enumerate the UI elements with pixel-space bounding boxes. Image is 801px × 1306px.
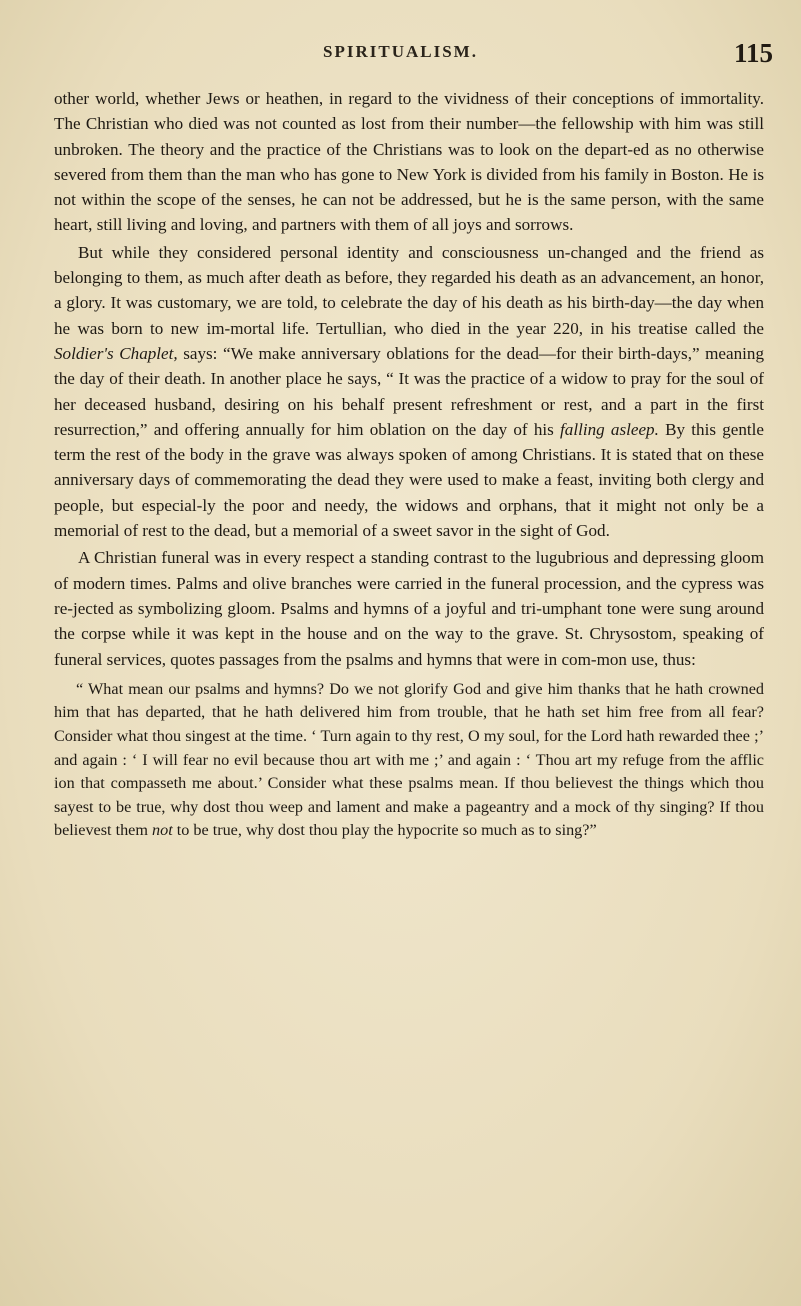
emphasis-not: not [152,821,173,840]
paragraph-2 [54,240,764,544]
quotation-text: “ What mean our psalms and hymns? Do we not glorify God and give him thanks that he hath crowned him that has departed, that he hath delivered him from trouble, that he hath set him free from all fear? Consider what thou singest at the time. ‘ Turn again to thy rest, O my soul, for the Lord hath rewarded thee ;’ and again : ‘ I will fear no evil because thou art with me ;’ and again : ‘ Thou art my refuge from the afflic ion that compasseth me about.’ Consider what these psalms mean. If thou believest the things which thou sayest to be true, why dost thou weep and lament and make a pageantry and a mock of thy singing? If thou believest them [54,679,764,840]
body-text [54,86,764,843]
paragraph-2-text: But while they considered personal identity and consciousness un-changed and the friend as belonging to them, as much after death as before, they regarded his death as an advancement, an honor, a glory. It was customary, we are told, to celebrate the day of his death as his birth-day—the day when he was born to new im-mortal life. Tertullian, who died in the year 220, in his treatise called the [54,242,764,338]
paragraph-2-text-cont: says: “We make anniversary oblations for the dead—for their birth-days,” meaning the day of their death. In another place he says, “ It was the practice of a widow to pray for the soul of her deceased husband, desiring on his behalf present refreshment or rest, and a part in the first resurrection,” and offering annually for him oblation on the day of his [54,343,764,439]
emphasis-falling-asleep: falling asleep. [560,419,659,439]
quotation-paragraph [54,678,764,843]
work-title: Soldier's Chaplet, [54,343,178,363]
quotation-text-end: to be true, why dost thou play the hypocrite so much as to sing?” [172,821,597,840]
paragraph-1: other world, whether Jews or heathen, in regard to the vividness of their conceptions of immortality. The Christian who died was not counted as lost from their number—the fellowship with him was still unbroken. The theory and the practice of the Christians was to look on the depart-ed as no otherwise severed from them than the man who has gone to New York is divided from his family in Boston. He is not within the scope of the senses, he can not be addressed, but he is the same person, with the same heart, still living and loving, and partners with them of all joys and sorrows. [54,89,764,235]
page-number: 115 [733,38,773,68]
paragraph-2-text-end: By this gentle term the rest of the body in the grave was always spoken of among Christians. It is stated that on these anniversary days of commemorating the dead they were used to make a feast, inviting both clergy and people, but especial-ly the poor and needy, the widows and orphans, that it might not only be a memorial of rest to the dead, but a memorial of a sweet savor in the sight of God. [54,419,765,541]
paragraph-3: A Christian funeral was in every respect a standing contrast to the lugubrious and depressing gloom of modern times. Palms and olive branches were carried in the funeral procession, and the cypress was re-jected as symbolizing gloom. Psalms and hymns of a joyful and tri-umphant tone were sung around the corpse while it was kept in the house and on the way to the grave. St. Chrysostom, speaking of funeral services, quotes passages from the psalms and hymns that were in com-mon use, thus: [54,548,764,669]
running-head: SPIRITUALISM. [323,42,478,61]
page-header [0,38,801,78]
